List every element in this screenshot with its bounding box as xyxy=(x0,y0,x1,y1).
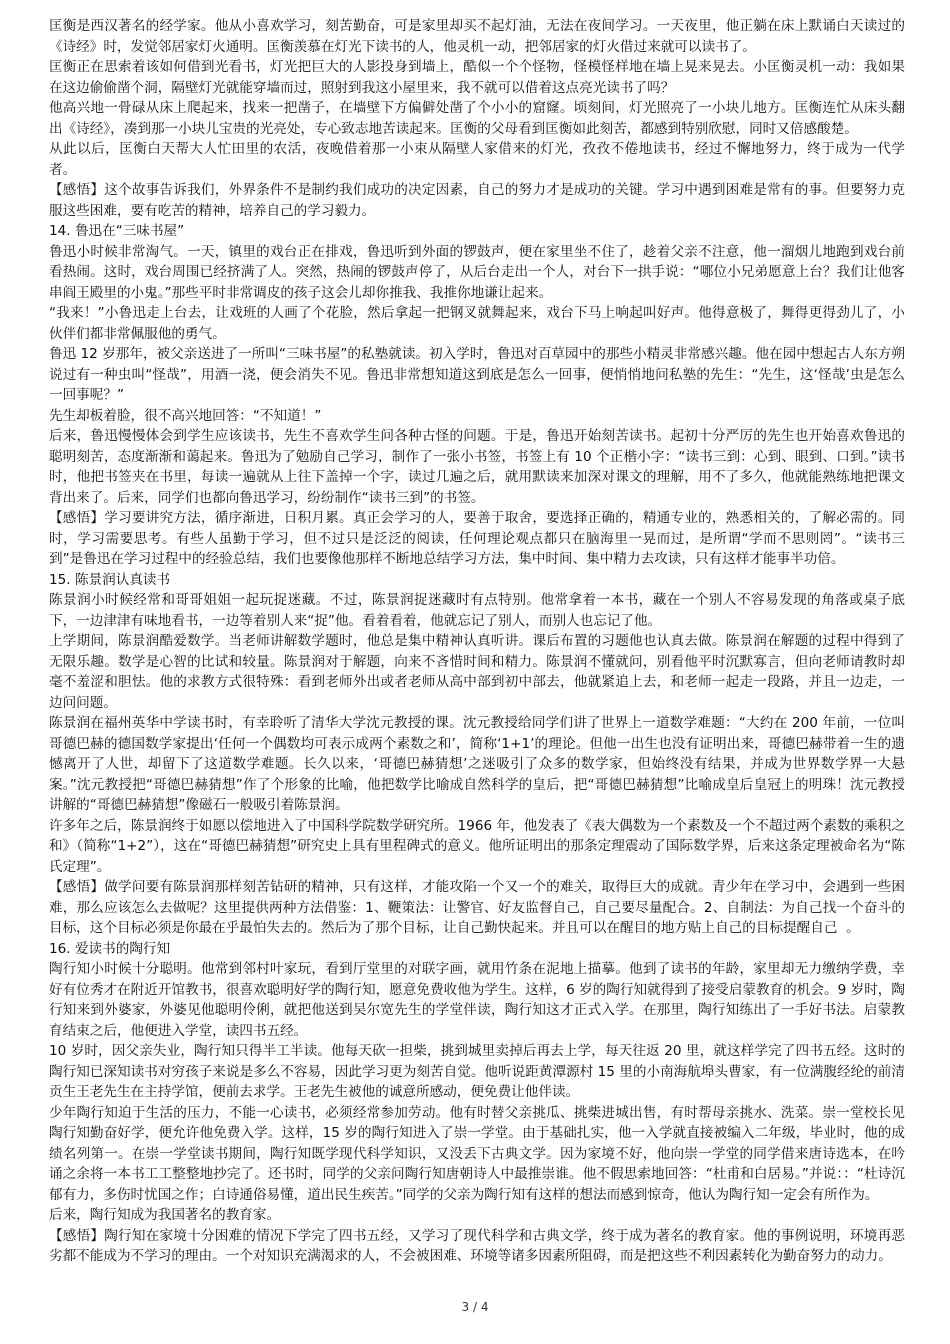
document-body xyxy=(49,16,905,1267)
paragraph: 陈景润小时候经常和哥哥姐姐一起玩捉迷藏。不过，陈景润捉迷藏时有点特别。他常拿着一本书，藏在一个别人不容易发现的角落或桌子底下，一边津津有味地看书，一边等着别人来“捉”他。看着看着，他就忘记了别人，而别人也忘记了他。 xyxy=(49,592,905,629)
reflection-paragraph: 【感悟】学习要讲究方法，循序渐进，日积月累。真正会学习的人，要善于取舍，要选择正确的，精通专业的，熟悉相关的，了解必需的。同时，学习需要思考。有些人虽勤于学习，但不过只是泛泛的阅读，任何理论观点都只在脑海里一晃而过，是所谓“学而不思则罔”。“读书三到”是鲁迅在学习过程中的经验总结，我们也要像他那样不断地总结学习方法，集中时间、集中精力去攻读，只有这样才能事半功倍。 xyxy=(49,510,905,567)
paragraph: 陈景润在福州英华中学读书时，有幸聆听了清华大学沈元教授的课。沈元教授给同学们讲了世界上一道数学难题：“大约在 200 年前，一位叫哥德巴赫的德国数学家提出‘任何一个偶数均可表示成两个素数之和’，简称‘1+1’的理论。但他一出生也没有证明出来，哥德巴赫带着一生的遗憾离开了人世，却留下了这道数学难题。长久以来，‘哥德巴赫猜想’之迷吸引了众多的数学家，但始终没有结果，并成为世界数学界一大悬案。”沈元教授把“哥德巴赫猜想”作了个形象的比喻，他把数学比喻成自然科学的皇后，把“哥德巴赫猜想”比喻成皇后皇冠上的明珠！沈元教授讲解的“哥德巴赫猜想”像磁石一般吸引着陈景润。 xyxy=(49,715,905,813)
paragraph: 匡衡是西汉著名的经学家。他从小喜欢学习，刻苦勤奋，可是家里却买不起灯油，无法在夜间学习。一天夜里，他正躺在床上默诵白天读过的《诗经》时，发觉邻居家灯火通明。匡衡羡慕在灯光下读书的人，他灵机一动，把邻居家的灯火借过来就可以读书了。 xyxy=(49,18,905,55)
paragraph: 上学期间，陈景润酷爱数学。当老师讲解数学题时，他总是集中精神认真听讲。课后布置的习题他也认真去做。陈景润在解题的过程中得到了无限乐趣。数学是心智的比试和较量。陈景润对于解题，向来不吝惜时间和精力。陈景润不懂就问，别看他平时沉默寡言，但向老师请教时却毫不羞涩和胆怯。他的求教方式很特殊：看到老师外出或者老师从高中部到初中部去，他就紧追上去，和老师一起走一段路，并且一边走，一边问问题。 xyxy=(49,633,905,711)
paragraph: “我来！”小鲁迅走上台去，让戏班的人画了个花脸，然后拿起一把钢叉就舞起来，戏台下马上响起叫好声。他得意极了，舞得更得劲儿了，小伙伴们都非常佩服他的勇气。 xyxy=(49,305,905,342)
paragraph: 后来，鲁迅慢慢体会到学生应该读书，先生不喜欢学生问各种古怪的问题。于是，鲁迅开始刻苦读书。起初十分严厉的先生也开始喜欢鲁迅的聪明刻苦，态度渐渐和蔼起来。鲁迅为了勉励自己学习，制作了一张小书签，书签上有 10 个正楷小字：“读书三到：心到、眼到、口到。”读书时，他把书签夹在书里，每读一遍就从上往下盖掉一个字，读过几遍之后，就用默读来加深对课文的理解，用不了多久，他就能熟练地把课文背出来了。后来，同学们也都向鲁迅学习，纷纷制作“读书三到”的书签。 xyxy=(49,428,905,506)
paragraph: 鲁迅 12 岁那年，被父亲送进了一所叫“三味书屋”的私塾就读。初入学时，鲁迅对百草园中的那些小精灵非常感兴趣。他在园中想起古人东方朔说过有一种虫叫“怪哉”，用酒一浇，便会消失不见。鲁迅非常想知道这到底是怎么一回事，便悄悄地问私塾的先生：“先生，这‘怪哉’虫是怎么一回事呢？” xyxy=(49,346,905,403)
paragraph: 先生却板着脸，很不高兴地回答：“不知道！” xyxy=(49,407,322,424)
paragraph: 后来，陶行知成为我国著名的教育家。 xyxy=(49,1207,281,1223)
paragraph: 少年陶行知迫于生活的压力，不能一心读书，必须经常参加劳动。他有时替父亲挑瓜、挑柴进城出售，有时帮母亲挑水、洗菜。崇一堂校长见陶行知勤奋好学，便允许他免费入学。这样，15 岁的陶行知进入了崇一学堂。由于基础扎实，他一入学就直接被编入二年级，毕业时，他的成绩名列第一。在崇一学堂读书期间，陶行知既学现代科学知识，又没丢下古典文学。因为家境不好，他向崇一学堂的同学借来唐诗选本，在吟诵之余将一本书工工整整地抄完了。还书时，同学的父亲问陶行知唐朝诗人中最推崇谁。他不假思索地回答：“杜甫和白居易。”并说：：“杜诗沉郁有力，多伤时忧国之作；白诗通俗易懂，道出民生疾苦。”同学的父亲为陶行知有这样的想法而感到惊奇，他认为陶行知一定会有所作为。 xyxy=(49,1104,905,1203)
paragraph: 陶行知小时候十分聪明。他常到邻村叶家玩，看到厅堂里的对联字画，就用竹条在泥地上描摹。他到了读书的年龄，家里却无力缴纳学费，幸好有位秀才在附近开馆教书，很喜欢聪明好学的陶行知，愿意免费收他为学生。这样，6 岁的陶行知就得到了接受启蒙教育的机会。9 岁时，陶行知来到外婆家，外婆见他聪明伶俐，就把他送到吴尔宽先生的学堂伴读，陶行知这才正式入学。在那里，陶行知练出了一手好书法。启蒙教育结束之后，他便进入学堂，读四书五经。 xyxy=(49,961,905,1039)
paragraph: 鲁迅小时候非常淘气。一天，镇里的戏台正在排戏，鲁迅听到外面的锣鼓声，便在家里坐不住了，趁着父亲不注意，他一溜烟儿地跑到戏台前看热闹。这时，戏台周围已经挤满了人。突然，热闹的锣鼓声停了，从后台走出一个人，对台下一拱手说：“哪位小兄弟愿意上台？我们让他客串阎王殿里的小鬼。”那些平时非常调皮的孩子这会儿却你推我、我推你地谦让起来。 xyxy=(49,243,905,301)
paragraph: 10 岁时，因父亲失业，陶行知只得半工半读。他每天砍一担柴，挑到城里卖掉后再去上学，每天往返 20 里，就这样学完了四书五经。这时的陶行知已深知读书对穷孩子来说是多么不容易，因此学习更为刻苦自觉。他听说距黄潭源村 15 里的小南海航埠头曹家，有一位满腹经纶的前清贡生王老先生在主持学馆，便前去求学。王老先生被他的诚意所感动，便免费让他伴读。 xyxy=(49,1043,905,1100)
section-heading: 16. 爱读书的陶行知 xyxy=(49,940,171,957)
reflection-paragraph: 【感悟】这个故事告诉我们，外界条件不是制约我们成功的决定因素，自己的努力才是成功的关键。学习中遇到困难是常有的事。但要努力克服这些困难，要有吃苦的精神，培养自己的学习毅力。 xyxy=(49,182,905,219)
section-heading: 15. 陈景润认真读书 xyxy=(49,571,171,588)
paragraph: 他高兴地一骨碌从床上爬起来，找来一把凿子，在墙壁下方偏僻处凿了个小小的窟窿。顷刻间，灯光照亮了一小块儿地方。匡衡连忙从床头翻出《诗经》，凑到那一小块儿宝贵的光亮处，专心致志地苦读起来。匡衡的父母看到匡衡如此刻苦，都感到特别欣慰，同时又倍感酸楚。 xyxy=(49,100,905,137)
paragraph: 匡衡正在思索着该如何借到光看书，灯光把巨大的人影投身到墙上，酷似一个个怪物，怪模怪样地在墙上晃来晃去。小匡衡灵机一动：我如果在这边偷偷凿个洞，隔壁灯光就能穿墙而过，照射到我这小屋里来，我不就可以借着这点亮光读书了吗？ xyxy=(49,59,905,96)
paragraph: 从此以后，匡衡白天帮大人忙田里的农活，夜晚借着那一小束从隔壁人家借来的灯光，孜孜不倦地读书，经过不懈地努力，终于成为一代学者。 xyxy=(49,141,905,178)
page-number: 3 / 4 xyxy=(461,1300,489,1314)
reflection-paragraph: 【感悟】陶行知在家境十分困难的情况下学完了四书五经，又学习了现代科学和古典文学，终于成为著名的教育家。他的事例说明，环境再恶劣都不能成为不学习的理由。一个对知识充满渴求的人，不会被困难、环境等诸多因素所阻碍，而是把这些不利因素转化为勤奋努力的动力。 xyxy=(49,1227,905,1264)
reflection-paragraph: 【感悟】做学问要有陈景润那样刻苦钻研的精神，只有这样，才能攻陷一个又一个的难关，取得巨大的成就。青少年在学习中，会遇到一些困难，那么应该怎么去做呢？这里提供两种方法借鉴：1、鞭策法：让警官、好友监督自己，自己要尽量配合。2、自制法：为自己找一个奋斗的目标，这个目标必须是你最在乎最怕失去的。然后为了那个目标，让自己勤快起来。并且可以在醒目的地方贴上自己的目标提醒自己 。 xyxy=(49,879,905,936)
paragraph: 许多年之后，陈景润终于如愿以偿地进入了中国科学院数学研究所。1966 年，他发表了《表大偶数为一个素数及一个不超过两个素数的乘积之和》（简称“1+2”），这在“哥德巴赫猜想”研究史上具有里程碑式的意义。他所证明出的那条定理震动了国际数学界，后来这条定理被命名为“陈氏定理”。 xyxy=(49,817,905,875)
section-heading: 14. 鲁迅在“三味书屋” xyxy=(49,223,185,239)
